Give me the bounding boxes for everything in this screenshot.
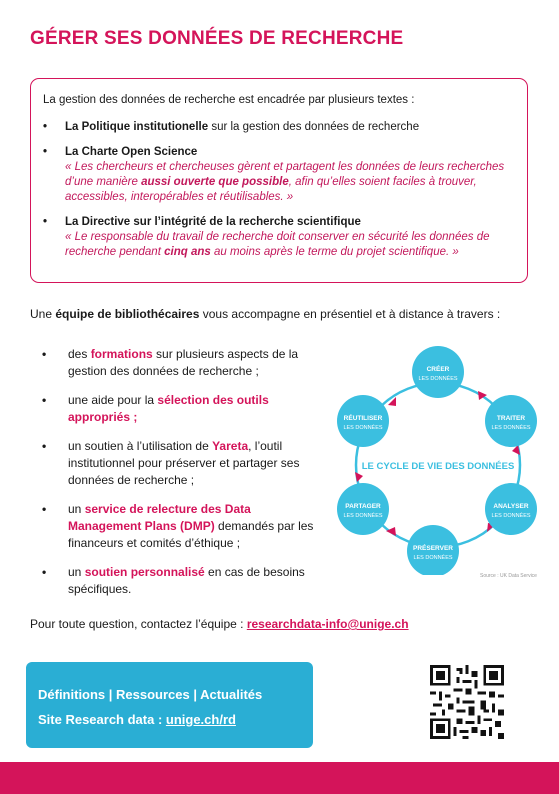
svg-text:LES DONNÉES: LES DONNÉES [491, 513, 531, 519]
policy-item [43, 120, 513, 135]
service-item: • un soutien personnalisé en cas de besoins spécifiques. [42, 564, 322, 598]
banner-site: Site Research data : unige.ch/rd [38, 712, 236, 727]
diagram-source: Source : UK Data Service [480, 573, 537, 579]
policy-title: La Politique institutionelle [65, 121, 209, 133]
resources-banner [26, 662, 313, 748]
contact-line: Pour toute question, contactez l’équipe : researchdata-info@unige.ch [30, 617, 409, 631]
policy-list [43, 120, 513, 260]
stage-analyse [485, 483, 537, 535]
stage-share [337, 483, 389, 535]
policy-quote: « Les chercheurs et chercheuses gèrent et partagent les données de leurs recherches d’une manière aussi ouverte que possible, afin qu’elles soient faciles à trouver, accessibles, interopérables et réutilisables. » [65, 161, 505, 203]
data-lifecycle-diagram [330, 345, 555, 575]
svg-text:LES DONNÉES: LES DONNÉES [413, 555, 453, 561]
policy-item [43, 145, 513, 205]
qr-code-icon[interactable] [430, 665, 504, 739]
svg-text:LES DONNÉES: LES DONNÉES [491, 425, 531, 431]
svg-text:LES DONNÉES: LES DONNÉES [418, 376, 458, 382]
policy-title: La Directive sur l’intégrité de la recherche scientifique [65, 216, 361, 228]
policy-quote: « Le responsable du travail de recherche doit conserver en sécurité les données de recherche pendant cinq ans au moins après le terme du projet scientifique. » [65, 231, 490, 258]
svg-text:RÉUTILISER: RÉUTILISER [343, 415, 383, 422]
svg-text:PRÉSERVER: PRÉSERVER [413, 545, 453, 552]
svg-text:LES DONNÉES: LES DONNÉES [343, 425, 383, 431]
banner-sections: Définitions | Ressources | Actualités [38, 687, 263, 702]
stage-process [485, 395, 537, 447]
policy-frame [30, 78, 528, 283]
service-item: • une aide pour la sélection des outils appropriés ; [42, 392, 322, 426]
svg-text:PARTAGER: PARTAGER [345, 503, 381, 510]
svg-text:LES DONNÉES: LES DONNÉES [343, 513, 383, 519]
cycle-title: LE CYCLE DE VIE DES DONNÉES [361, 461, 515, 472]
stage-create [412, 346, 464, 398]
policy-item [43, 215, 513, 260]
service-item: • un soutien à l’utilisation de Yareta, l’outil institutionnel pour préserver et partager ses données de recherche ; [42, 438, 322, 489]
service-item: • des formations sur plusieurs aspects de la gestion des données de recherche ; [42, 346, 322, 380]
arrow-icon [355, 472, 363, 482]
page-title: GÉRER SES DONNÉES DE RECHERCHE [30, 28, 404, 49]
team-intro: Une équipe de bibliothécaires vous accompagne en présentiel et à distance à travers : [30, 307, 501, 321]
footer-bar [0, 762, 559, 794]
frame-intro: La gestion des données de recherche est encadrée par plusieurs textes : [43, 94, 415, 106]
contact-email-link[interactable]: researchdata-info@unige.ch [246, 617, 409, 631]
service-item: • un service de relecture des Data Management Plans (DMP) demandés par les financeurs et comités d’éthique ; [42, 501, 322, 552]
stage-preserve [407, 525, 459, 575]
policy-title: La Charte Open Science [65, 146, 198, 158]
services-list [42, 346, 322, 610]
svg-text:TRAITER: TRAITER [496, 415, 526, 422]
svg-text:CRÉER: CRÉER [426, 366, 450, 373]
site-link[interactable]: unige.ch/rd [165, 712, 236, 727]
svg-text:ANALYSER: ANALYSER [493, 503, 529, 510]
stage-reuse [337, 395, 389, 447]
policy-text: sur la gestion des données de recherche [208, 121, 420, 133]
